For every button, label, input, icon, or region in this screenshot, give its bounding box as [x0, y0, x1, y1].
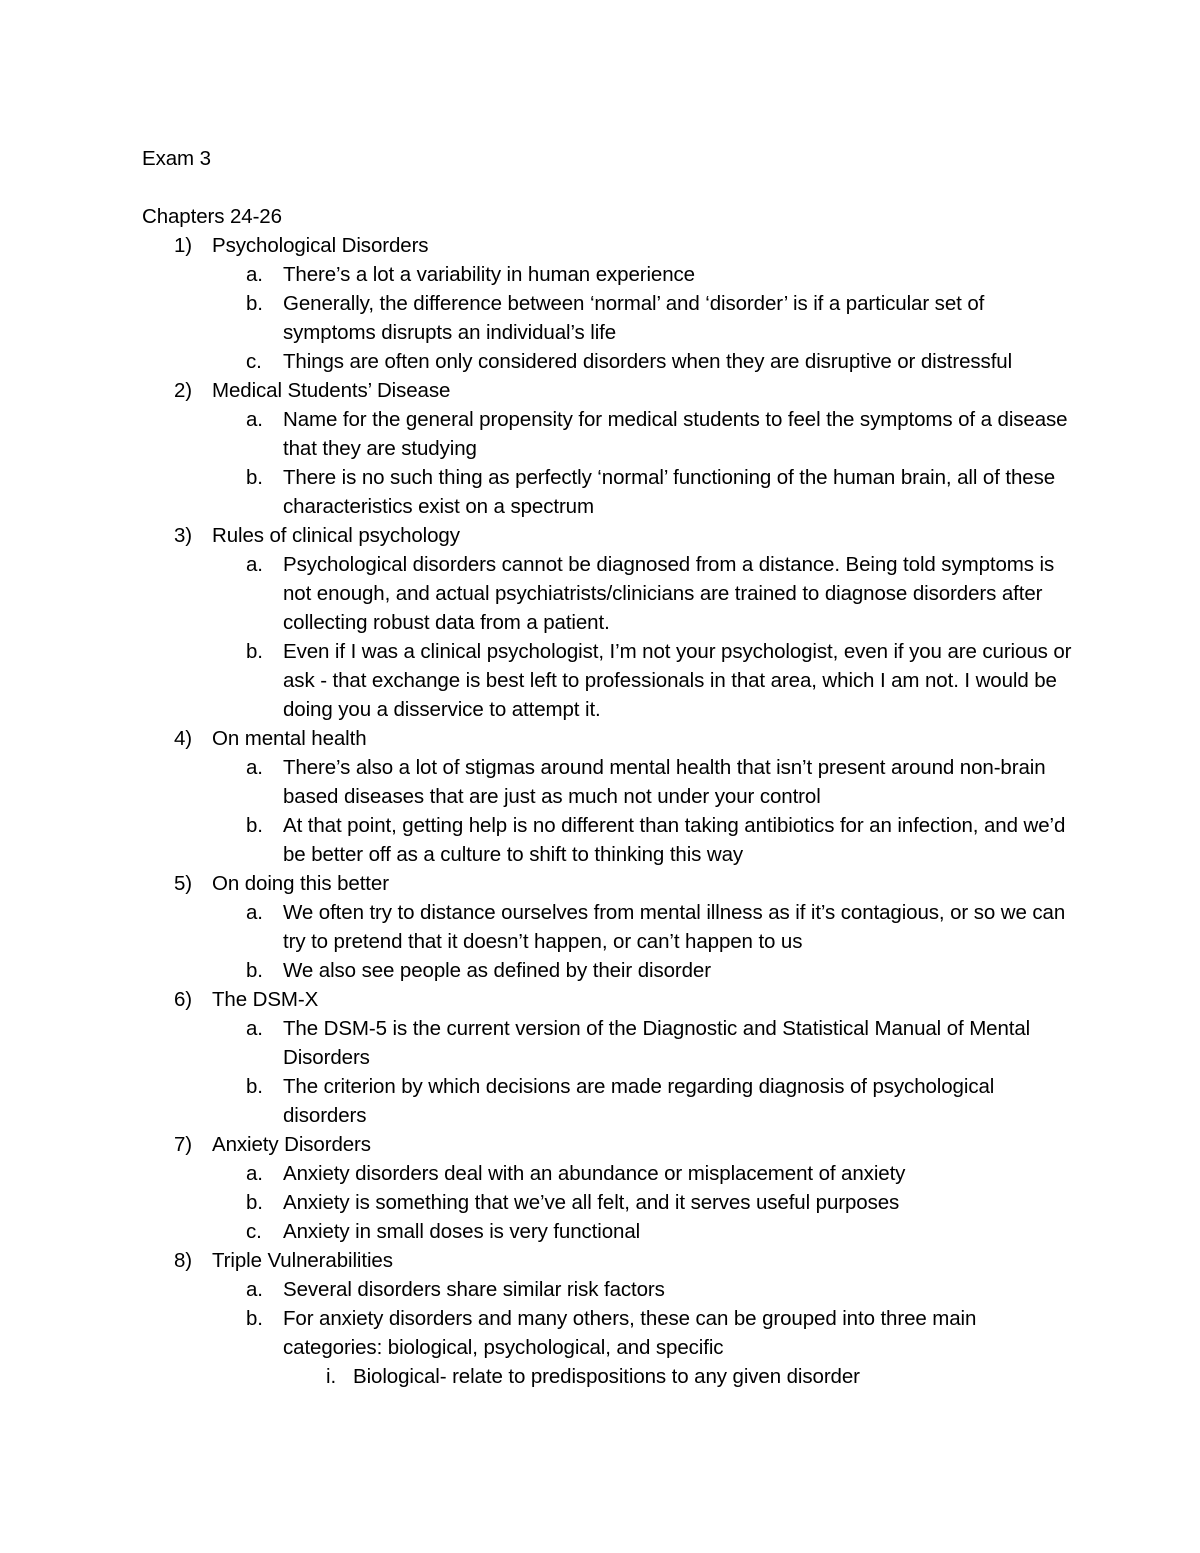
item-number: 4)	[174, 727, 193, 750]
sub-item-text: There’s a lot a variability in human experience	[283, 263, 695, 286]
sub-item	[142, 289, 1072, 347]
sub-sub-item-numeral: i.	[326, 1365, 337, 1388]
sub-item	[142, 637, 1072, 724]
sub-item	[142, 1159, 1072, 1188]
sub-item-row	[142, 550, 1072, 637]
item-number: 8)	[174, 1249, 193, 1272]
sub-item-letter: b.	[246, 466, 263, 489]
sub-item-row	[142, 1275, 1072, 1304]
sub-item-letter: a.	[246, 1278, 263, 1301]
sub-item	[142, 1188, 1072, 1217]
item-heading: On mental health	[212, 727, 367, 750]
outline-heading-row	[142, 1246, 1072, 1275]
sub-item-letter: b.	[246, 1191, 263, 1214]
sub-sub-list	[142, 1362, 1072, 1391]
sub-item-row	[142, 289, 1072, 347]
sub-item-letter: b.	[246, 640, 263, 663]
blank-line	[142, 173, 1072, 202]
sub-item	[142, 347, 1072, 376]
sub-item-letter: b.	[246, 292, 263, 315]
sub-item-text: Anxiety disorders deal with an abundance or misplacement of anxiety	[283, 1162, 906, 1185]
outline-list	[142, 231, 1072, 1391]
document-title: Exam 3	[142, 147, 211, 170]
item-heading: Triple Vulnerabilities	[212, 1249, 393, 1272]
sub-item-letter: a.	[246, 756, 263, 779]
sub-item-letter: b.	[246, 959, 263, 982]
sub-item-text: The DSM-5 is the current version of the Diagnostic and Statistical Manual of Mental Disorders	[283, 1017, 1031, 1069]
sub-item-row	[142, 1217, 1072, 1246]
outline-heading-row	[142, 869, 1072, 898]
item-number: 3)	[174, 524, 193, 547]
sub-item	[142, 1217, 1072, 1246]
sub-list	[142, 1275, 1072, 1391]
sub-list	[142, 550, 1072, 724]
item-heading: The DSM-X	[212, 988, 319, 1011]
document-body	[142, 144, 1072, 1391]
sub-list	[142, 1159, 1072, 1246]
sub-item-text: There’s also a lot of stigmas around mental health that isn’t present around non-brain based diseases that are just as much not under your control	[283, 756, 1046, 808]
chapters-heading: Chapters 24-26	[142, 205, 282, 228]
sub-list	[142, 898, 1072, 985]
sub-item-text: Psychological disorders cannot be diagnosed from a distance. Being told symptoms is not enough, and actual psychiatrists/clinicians are trained to diagnose disorders after collecting robust data from a patient.	[283, 553, 1055, 634]
sub-sub-item-text: Biological- relate to predispositions to any given disorder	[353, 1365, 860, 1388]
sub-item-letter: b.	[246, 1075, 263, 1098]
outline-item	[142, 376, 1072, 521]
outline-heading-row	[142, 985, 1072, 1014]
sub-item-letter: a.	[246, 901, 263, 924]
sub-item	[142, 1014, 1072, 1072]
outline-heading-row	[142, 1130, 1072, 1159]
sub-item-row	[142, 956, 1072, 985]
outline-item	[142, 724, 1072, 869]
sub-item-row	[142, 1304, 1072, 1362]
sub-item-text: We also see people as defined by their disorder	[283, 959, 711, 982]
item-number: 2)	[174, 379, 193, 402]
sub-item-letter: c.	[246, 1220, 262, 1243]
sub-item	[142, 898, 1072, 956]
outline-heading-row	[142, 521, 1072, 550]
sub-item-row	[142, 753, 1072, 811]
sub-item-text: Things are often only considered disorders when they are disruptive or distressful	[283, 350, 1013, 373]
sub-list	[142, 753, 1072, 869]
item-number: 6)	[174, 988, 193, 1011]
sub-item-row	[142, 1188, 1072, 1217]
outline-item	[142, 1246, 1072, 1391]
sub-item-row	[142, 811, 1072, 869]
sub-item	[142, 463, 1072, 521]
sub-item-row	[142, 637, 1072, 724]
sub-item-text: At that point, getting help is no different than taking antibiotics for an infection, and we’d be better off as a culture to shift to thinking this way	[283, 814, 1066, 866]
sub-item-row	[142, 260, 1072, 289]
sub-item	[142, 1275, 1072, 1304]
outline-heading-row	[142, 724, 1072, 753]
outline-item	[142, 231, 1072, 376]
sub-item-row	[142, 898, 1072, 956]
sub-item-row	[142, 1159, 1072, 1188]
item-number: 1)	[174, 234, 193, 257]
sub-item-text: Name for the general propensity for medical students to feel the symptoms of a disease that they are studying	[283, 408, 1068, 460]
sub-item-letter: c.	[246, 350, 262, 373]
sub-item	[142, 811, 1072, 869]
sub-item	[142, 956, 1072, 985]
sub-item	[142, 260, 1072, 289]
sub-item-letter: a.	[246, 408, 263, 431]
sub-item-letter: b.	[246, 1307, 263, 1330]
sub-list	[142, 260, 1072, 376]
sub-item-letter: a.	[246, 553, 263, 576]
sub-item-letter: a.	[246, 263, 263, 286]
sub-item-row	[142, 463, 1072, 521]
outline-item	[142, 521, 1072, 724]
sub-item-text: For anxiety disorders and many others, these can be grouped into three main categories: biological, psychological, and specific	[283, 1307, 977, 1359]
sub-list	[142, 405, 1072, 521]
item-heading: Medical Students’ Disease	[212, 379, 451, 402]
sub-item-row	[142, 1014, 1072, 1072]
sub-item-letter: b.	[246, 814, 263, 837]
outline-heading-row	[142, 231, 1072, 260]
sub-item-text: We often try to distance ourselves from mental illness as if it’s contagious, or so we can try to pretend that it doesn’t happen, or can’t happen to us	[283, 901, 1066, 953]
outline-item	[142, 869, 1072, 985]
sub-item-letter: a.	[246, 1162, 263, 1185]
item-number: 5)	[174, 872, 193, 895]
sub-item-text: Even if I was a clinical psychologist, I’m not your psychologist, even if you are curious or ask - that exchange is best left to professionals in that area, which I am not. I would be doing you a disservice to attempt it.	[283, 640, 1072, 721]
sub-sub-item	[142, 1362, 1072, 1391]
sub-item-text: Anxiety is something that we’ve all felt, and it serves useful purposes	[283, 1191, 900, 1214]
sub-item-text: Generally, the difference between ‘normal’ and ‘disorder’ is if a particular set of symptoms disrupts an individual’s life	[283, 292, 985, 344]
sub-item-row	[142, 347, 1072, 376]
sub-item-text: There is no such thing as perfectly ‘normal’ functioning of the human brain, all of these characteristics exist on a spectrum	[283, 466, 1056, 518]
item-number: 7)	[174, 1133, 193, 1156]
item-heading: Anxiety Disorders	[212, 1133, 371, 1156]
sub-list	[142, 1014, 1072, 1130]
item-heading: On doing this better	[212, 872, 389, 895]
item-heading: Rules of clinical psychology	[212, 524, 460, 547]
item-heading: Psychological Disorders	[212, 234, 429, 257]
sub-item-text: Anxiety in small doses is very functional	[283, 1220, 641, 1243]
sub-item-letter: a.	[246, 1017, 263, 1040]
sub-item-text: Several disorders share similar risk factors	[283, 1278, 665, 1301]
sub-item	[142, 1072, 1072, 1130]
outline-item	[142, 985, 1072, 1130]
outline-item	[142, 1130, 1072, 1246]
sub-item-row	[142, 405, 1072, 463]
sub-item	[142, 1304, 1072, 1391]
sub-item-text: The criterion by which decisions are made regarding diagnosis of psychological disorders	[283, 1075, 995, 1127]
outline-heading-row	[142, 376, 1072, 405]
sub-item-row	[142, 1072, 1072, 1130]
sub-item	[142, 550, 1072, 637]
sub-item	[142, 753, 1072, 811]
sub-sub-item-row	[142, 1362, 1072, 1391]
sub-item	[142, 405, 1072, 463]
